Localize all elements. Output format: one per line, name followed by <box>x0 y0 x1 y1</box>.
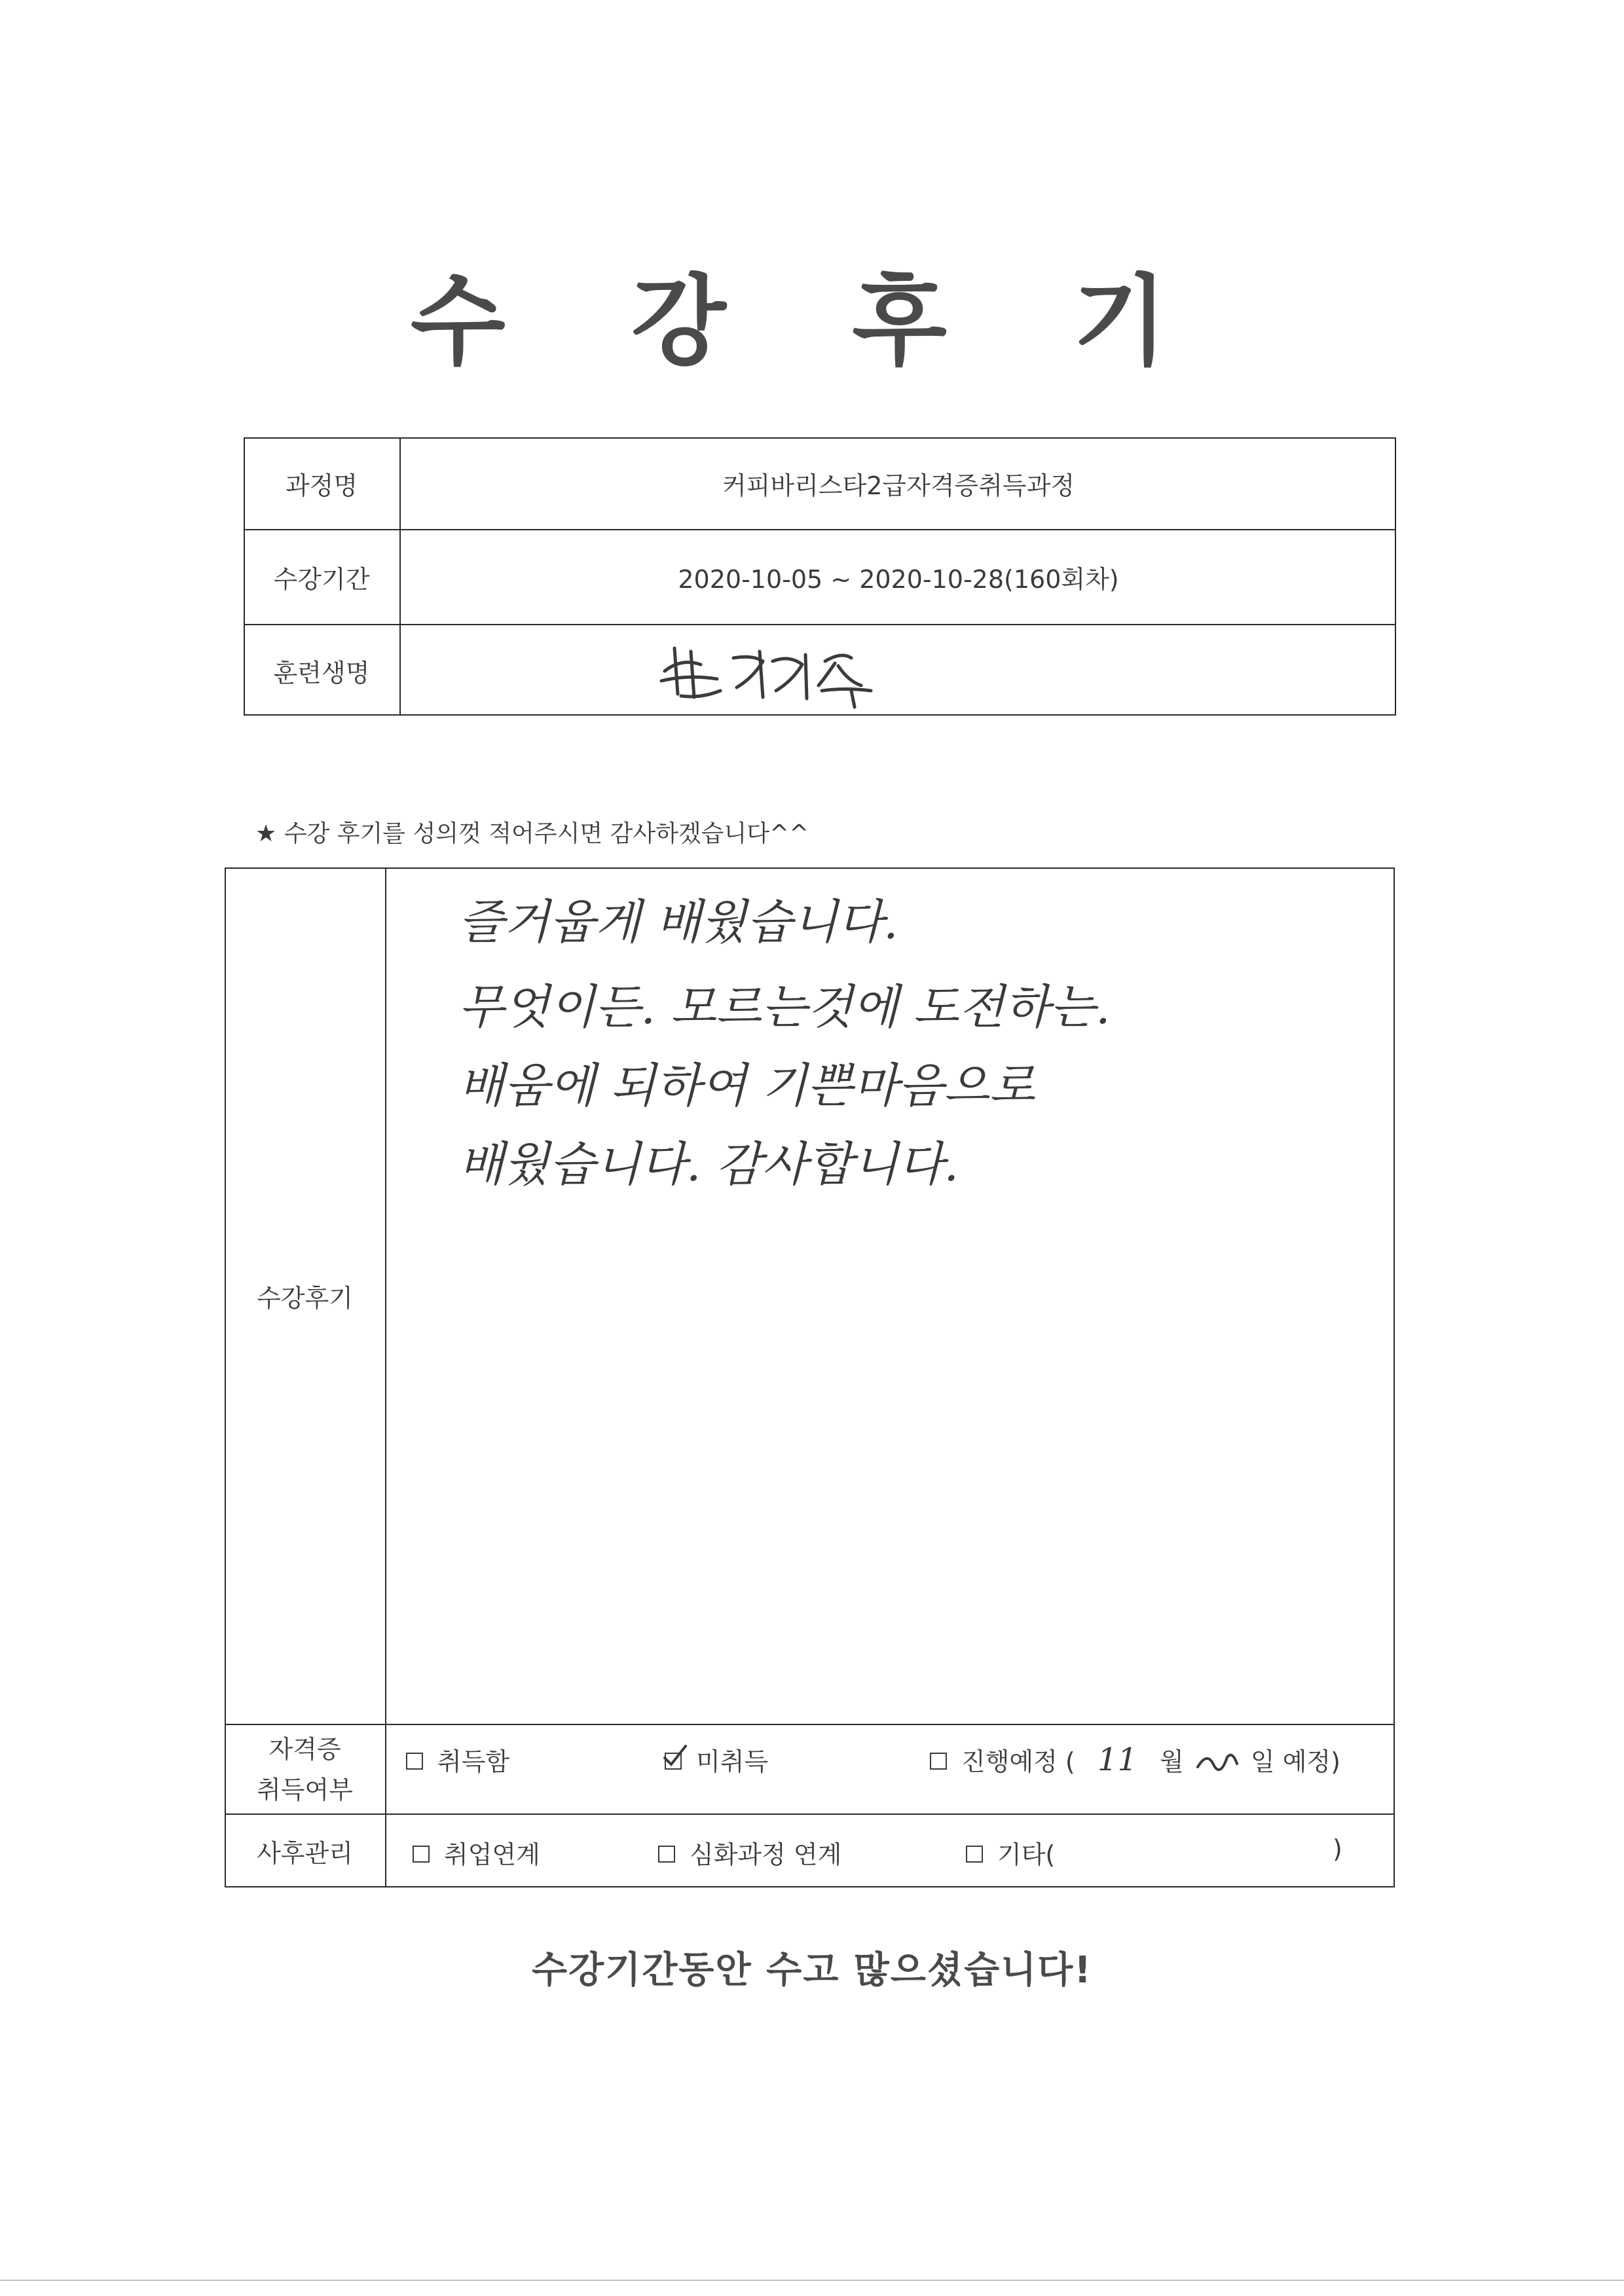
review-line: 배움에 되하여 기쁜마음으로 <box>458 1058 1035 1113</box>
review-table-row-divider <box>225 1813 1395 1815</box>
option-scheduled-label: 진행예정 ( <box>961 1747 1075 1776</box>
course-period-label: 수강기간 <box>273 565 370 594</box>
certificate-label-line: 자격증 <box>268 1734 341 1764</box>
certificate-label-line: 취득여부 <box>257 1775 353 1804</box>
review-table-row-divider <box>225 1724 1395 1725</box>
trainee-name-label: 훈련생명 <box>273 658 370 687</box>
scan-edge-line <box>0 2280 1624 2281</box>
review-label: 수강후기 <box>257 1283 353 1313</box>
checkbox-icon[interactable] <box>930 1753 947 1770</box>
option-other[interactable] <box>966 1834 1055 1870</box>
instruction-text: ★ 수강 후기를 성의껏 적어주시면 감사하겠습니다^^ <box>255 820 809 847</box>
checkbox-icon[interactable] <box>413 1846 430 1863</box>
scheduled-day-scribble <box>1194 1747 1240 1780</box>
checkbox-checked-icon[interactable] <box>665 1753 682 1770</box>
certificate-label <box>225 1725 385 1813</box>
trainee-signature <box>655 625 891 716</box>
review-line: 배웠습니다. 감사합니다. <box>458 1137 959 1192</box>
review-line: 즐거웁게 배웠습니다. <box>458 894 898 949</box>
scheduled-month-label: 월 <box>1160 1747 1184 1776</box>
option-not-acquired-label: 미취득 <box>696 1747 769 1776</box>
footer-message: 수강기간동안 수고 많으셨습니다! <box>532 1949 1092 1992</box>
scheduled-day-label: 일 예정) <box>1250 1747 1340 1776</box>
option-other-label: 기타( <box>997 1840 1056 1869</box>
review-line: 무엇이든. 모르는것에 도전하는. <box>458 979 1111 1034</box>
course-name-label: 과정명 <box>285 471 358 500</box>
option-employment-label: 취업연계 <box>444 1840 540 1869</box>
option-not-acquired[interactable] <box>665 1741 768 1777</box>
option-advanced-course-label: 심화과정 연계 <box>690 1840 842 1869</box>
scheduled-month-value: 11 <box>1097 1741 1137 1778</box>
option-acquired-label: 취득함 <box>437 1747 510 1776</box>
checkbox-icon[interactable] <box>406 1753 423 1770</box>
course-period-value: 2020-10-05 ~ 2020-10-28(160회차) <box>678 565 1119 594</box>
course-name-value: 커피바리스타2급자격증취득과정 <box>722 471 1075 500</box>
check-mark-icon <box>662 1743 688 1770</box>
aftercare-label: 사후관리 <box>257 1839 353 1868</box>
review-table-divider <box>385 867 386 1887</box>
option-scheduled[interactable] <box>930 1741 1340 1780</box>
option-advanced-course[interactable] <box>658 1834 841 1870</box>
option-acquired[interactable] <box>406 1741 509 1777</box>
option-other-close: ) <box>1333 1834 1342 1863</box>
checkbox-icon[interactable] <box>658 1846 675 1863</box>
checkbox-icon[interactable] <box>966 1846 983 1863</box>
page-title: 수 강 후 기 <box>410 265 1214 379</box>
option-employment[interactable] <box>413 1834 540 1870</box>
